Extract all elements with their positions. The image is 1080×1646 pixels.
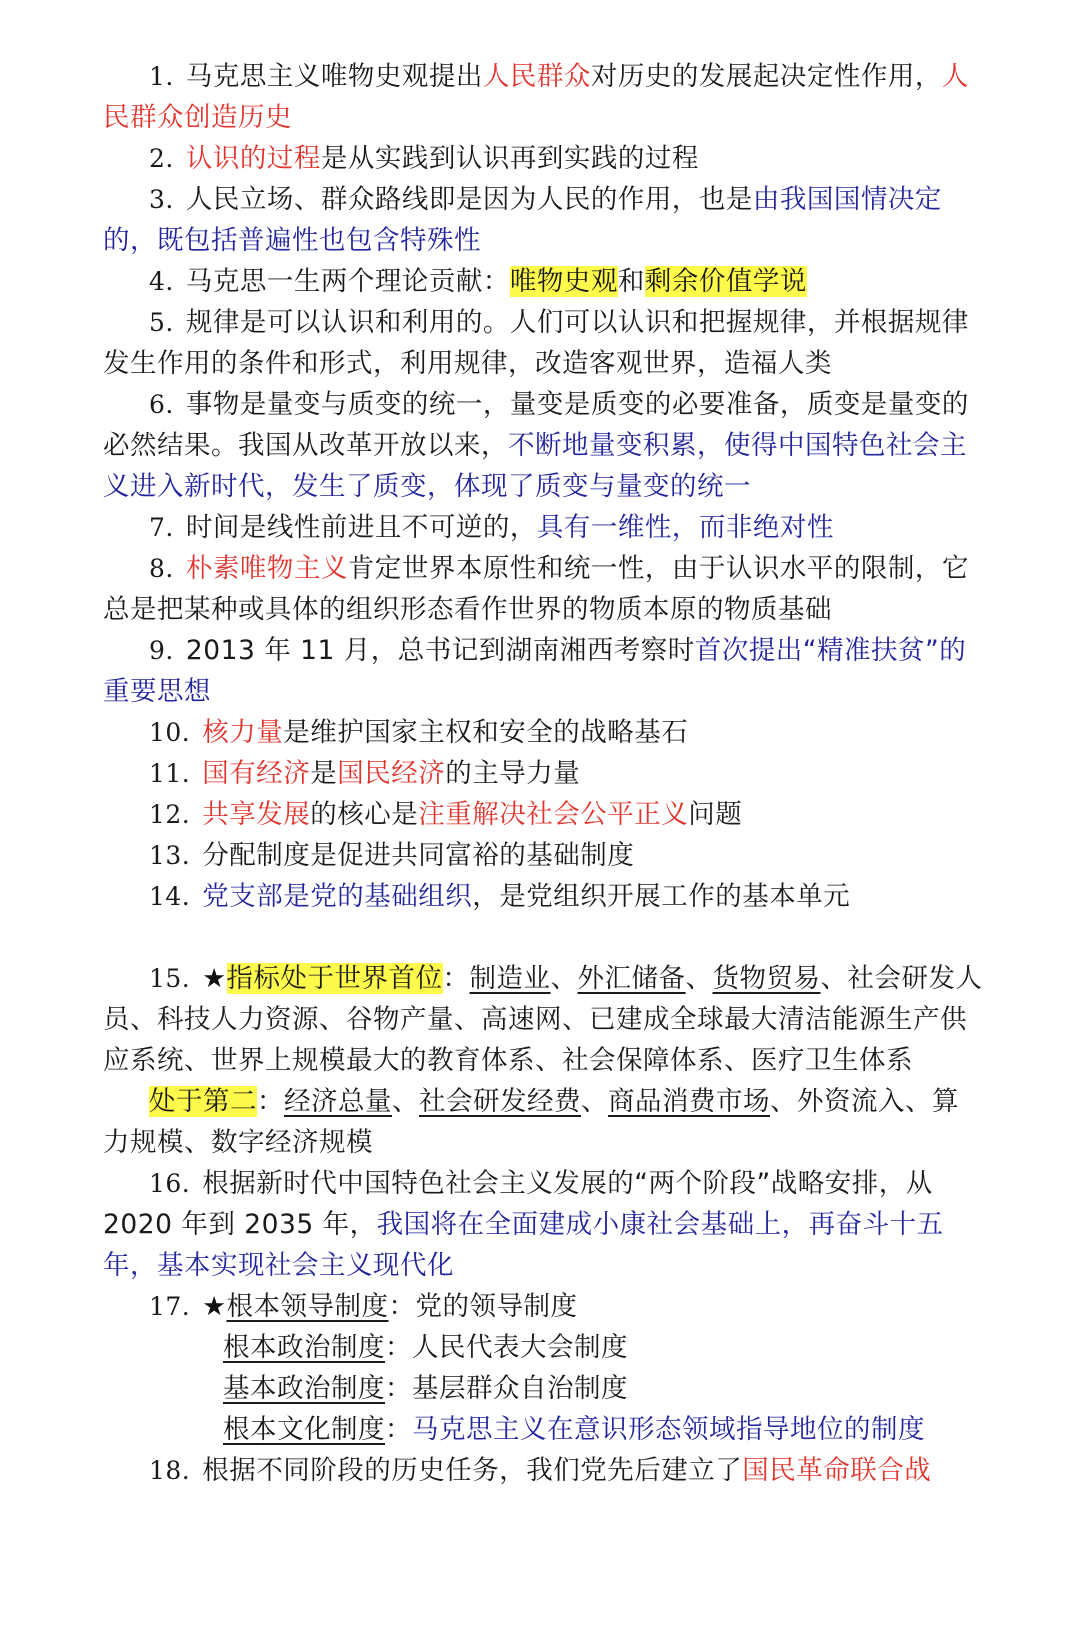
item-8: 8. 朴素唯物主义肯定世界本原性和统一性，由于认识水平的限制，它总是把某种或具体的组织形态看作世界的物质本原的物质基础 bbox=[103, 553, 969, 625]
item-10: 10. 核力量是维护国家主权和安全的战略基石 bbox=[149, 717, 689, 748]
spacer bbox=[103, 917, 983, 958]
item-3: 3. 人民立场、群众路线即是因为人民的作用，也是由我国国情决定的，既包括普遍性也包含特殊性 bbox=[103, 184, 942, 256]
item-17-row: 根本文化制度：马克思主义在意识形态领域指导地位的制度 bbox=[223, 1414, 925, 1445]
item-18: 18. 根据不同阶段的历史任务，我们党先后建立了国民革命联合战 bbox=[149, 1455, 932, 1486]
item-4: 4. 马克思一生两个理论贡献：唯物史观和剩余价值学说 bbox=[149, 266, 807, 297]
item-17-row: 根本政治制度：人民代表大会制度 bbox=[223, 1332, 628, 1363]
item-1: 1. 马克思主义唯物史观提出人民群众对历史的发展起决定性作用，人民群众创造历史 bbox=[103, 61, 969, 133]
item-5: 5. 规律是可以认识和利用的。人们可以认识和把握规律，并根据规律发生作用的条件和形式，利用规律，改造客观世界，造福人类 bbox=[103, 307, 969, 379]
notes-body bbox=[103, 56, 983, 1491]
star-icon: ★ bbox=[202, 963, 227, 994]
item-9: 9. 2013 年 11 月，总书记到湖南湘西考察时首次提出“精准扶贫”的重要思想 bbox=[103, 635, 967, 707]
item-15-second: 处于第二：经济总量、社会研发经费、商品消费市场、外资流入、算力规模、数字经济规模 bbox=[103, 1086, 959, 1158]
item-7: 7. 时间是线性前进且不可逆的，具有一维性，而非绝对性 bbox=[149, 512, 834, 543]
item-13: 13. 分配制度是促进共同富裕的基础制度 bbox=[149, 840, 635, 871]
item-2: 2. 认识的过程是从实践到认识再到实践的过程 bbox=[149, 143, 699, 174]
item-17: 17. ★根本领导制度：党的领导制度 bbox=[149, 1291, 578, 1322]
item-17-row: 基本政治制度：基层群众自治制度 bbox=[223, 1373, 628, 1404]
item-6: 6. 事物是量变与质变的统一，量变是质变的必要准备，质变是量变的必然结果。我国从改革开放以来，不断地量变积累，使得中国特色社会主义进入新时代，发生了质变，体现了质变与量变的统一 bbox=[103, 389, 969, 502]
item-11: 11. 国有经济是国民经济的主导力量 bbox=[149, 758, 581, 789]
item-14: 14. 党支部是党的基础组织，是党组织开展工作的基本单元 bbox=[149, 881, 851, 912]
item-16: 16. 根据新时代中国特色社会主义发展的“两个阶段”战略安排，从 2020 年到 2035 年，我国将在全面建成小康社会基础上，再奋斗十五年，基本实现社会主义现代化 bbox=[103, 1168, 944, 1281]
item-15: 15. ★指标处于世界首位：制造业、外汇储备、货物贸易、社会研发人员、科技人力资源、谷物产量、高速网、已建成全球最大清洁能源生产供应系统、世界上规模最大的教育体系、社会保障体系、医疗卫生体系 bbox=[103, 963, 983, 1076]
star-icon: ★ bbox=[202, 1291, 227, 1322]
item-12: 12. 共享发展的核心是注重解决社会公平正义问题 bbox=[149, 799, 743, 830]
